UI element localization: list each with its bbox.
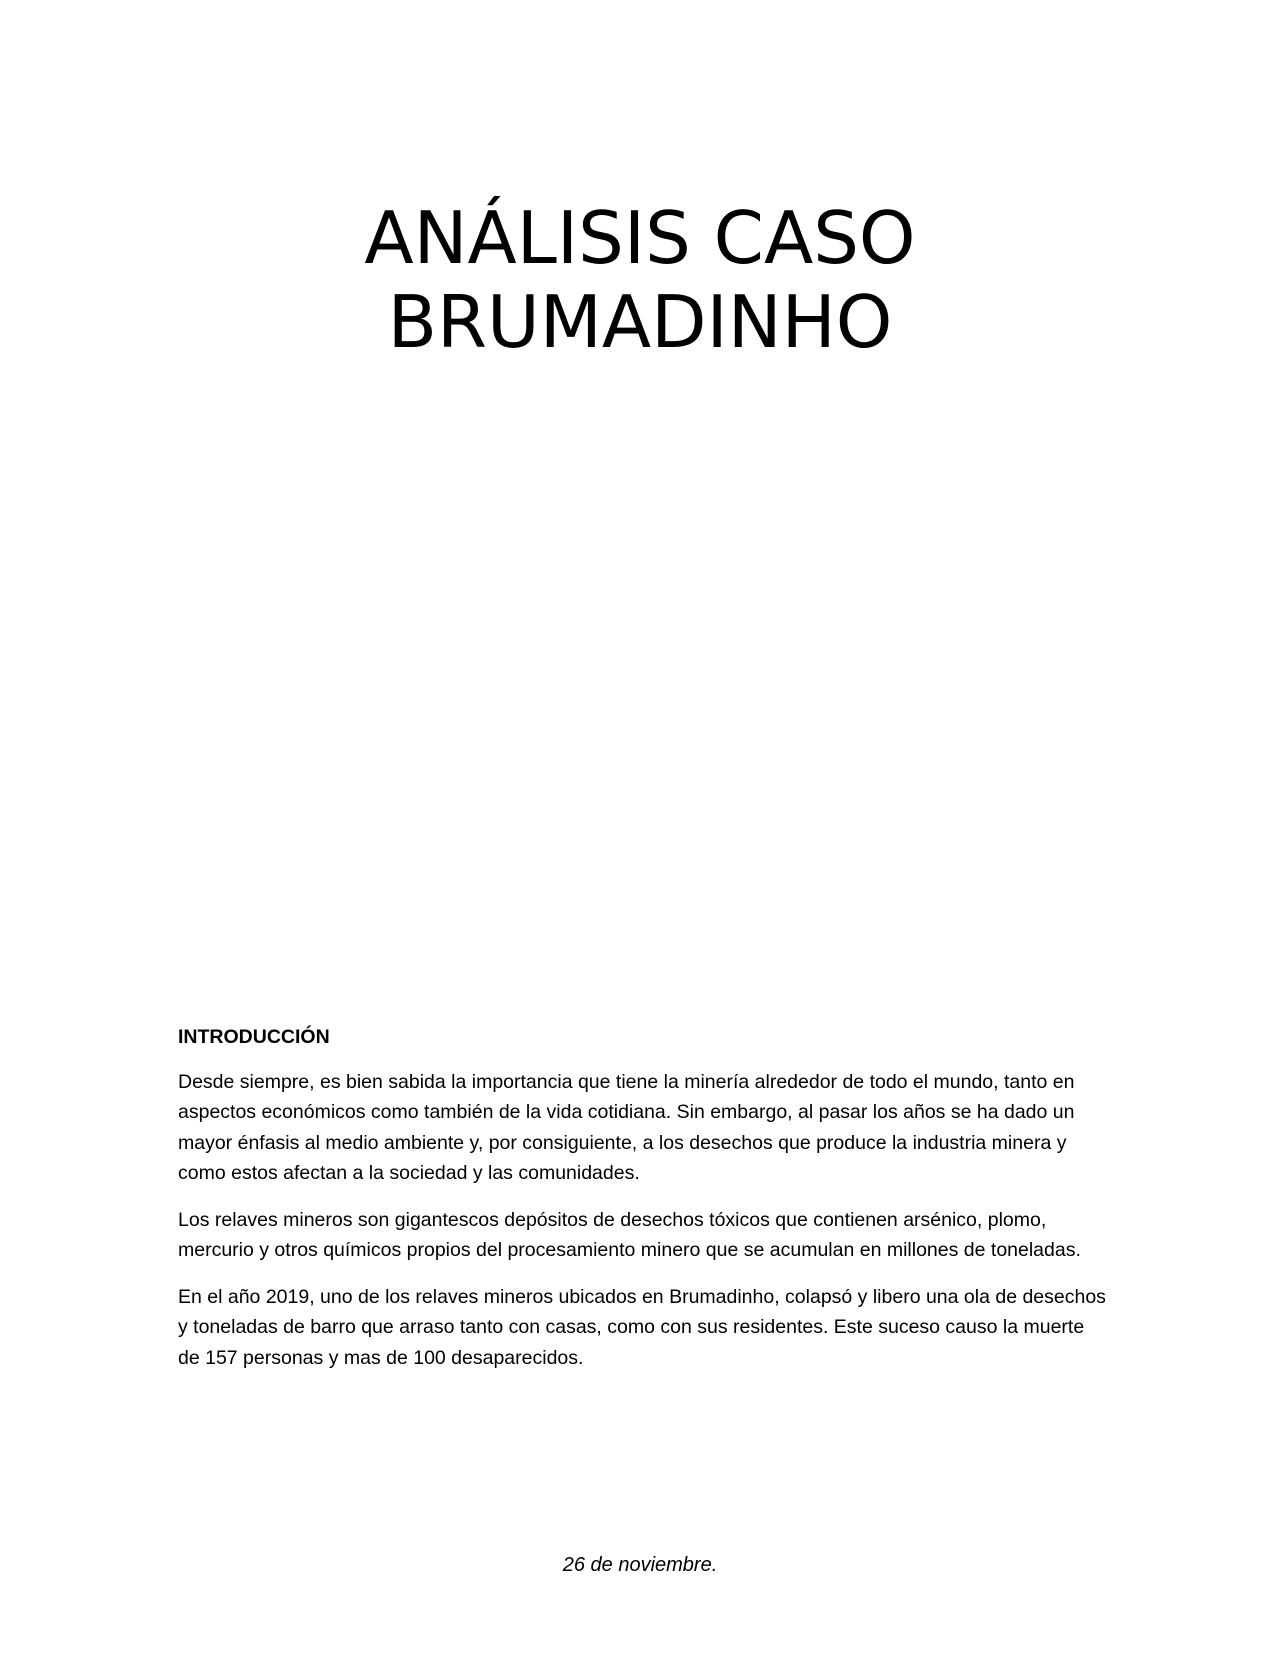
footer-date: 26 de noviembre. bbox=[562, 1554, 718, 1576]
paragraph-2: Los relaves mineros son gigantescos depósitos de desechos tóxicos que contienen arsénico, plomo, mercurio y otros químicos propios del procesamiento minero que se acumulan en millones de toneladas. bbox=[178, 1208, 1081, 1261]
introduction-section bbox=[178, 1022, 1108, 1389]
paragraph-1: Desde siempre, es bien sabida la importancia que tiene la minería alrededor de todo el mundo, tanto en aspectos económicos como también de la vida cotidiana. Sin embargo, al pasar los años se ha dado un mayor énfasis al medio ambiente y, por consiguiente, a los desechos que produce la industria minera y como estos afectan a la sociedad y las comunidades. bbox=[178, 1070, 1075, 1184]
section-heading: INTRODUCCIÓN bbox=[178, 1026, 330, 1048]
paragraph-3: En el año 2019, uno de los relaves mineros ubicados en Brumadinho, colapsó y libero una ola de desechos y toneladas de barro que arraso tanto con casas, como con sus residentes. Este suceso causo la muerte de 157 personas y mas de 100 desaparecidos. bbox=[178, 1285, 1106, 1369]
document-title bbox=[0, 196, 1280, 364]
title-line-1: ANÁLISIS CASO bbox=[364, 196, 916, 280]
title-line-2: BRUMADINHO bbox=[387, 280, 893, 364]
